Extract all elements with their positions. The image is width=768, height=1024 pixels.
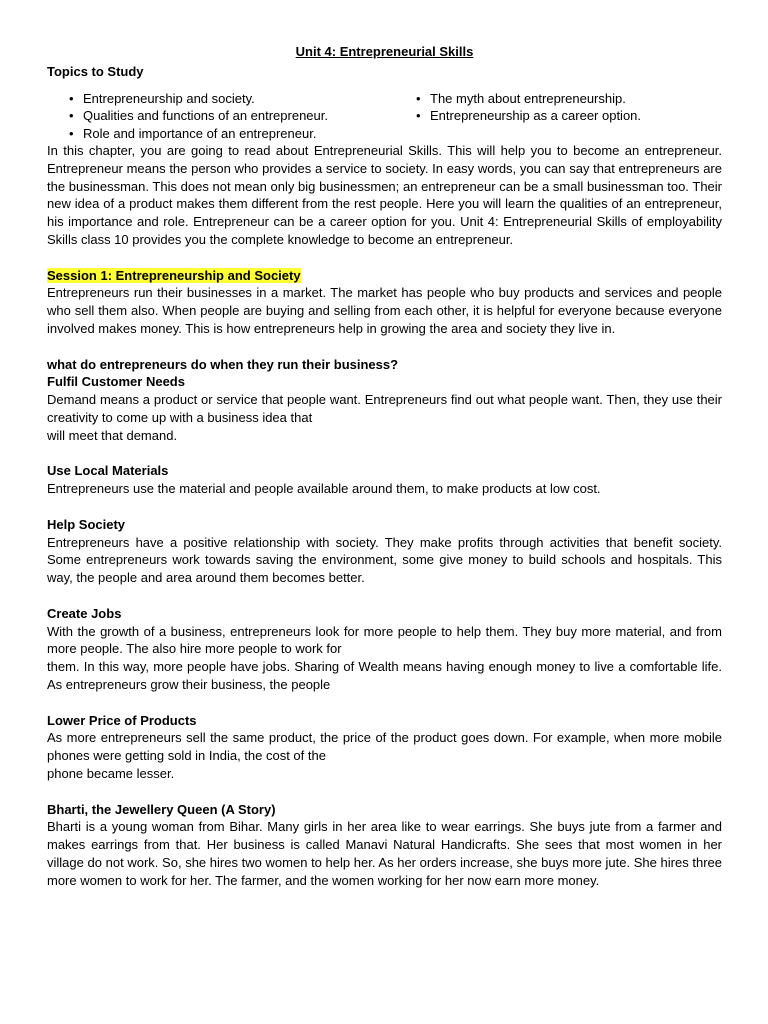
fulfil-needs-heading: Fulfil Customer Needs (47, 374, 185, 390)
session-1-paragraph: Entrepreneurs run their businesses in a market. The market has people who buy products and services and people who sell them also. When people are buying and selling from each other, it is helpful for everyone because everyone involved makes money. This is how entrepreneurs help in growing the area and society they live in. (47, 285, 722, 337)
help-society-heading: Help Society (47, 516, 126, 532)
topic-item: • Entrepreneurship as a career option. (416, 107, 641, 125)
topics-right-column (416, 90, 641, 143)
lower-price-paragraph: As more entrepreneurs sell the same product, the price of the product goes down. For example, when more mobile phones were getting sold in India, the cost of the (47, 730, 722, 764)
topic-item: • Qualities and functions of an entrepreneur. (69, 107, 416, 125)
help-society-paragraph: Entrepreneurs have a positive relationship with society. They make profits through activities that benefit society. Some entrepreneurs work towards saving the environment, some give money to build schools and hospitals. This way, the people and area around them becomes better. (47, 534, 722, 586)
session-1-heading: Session 1: Entrepreneurship and Society (47, 267, 301, 283)
create-jobs-heading: Create Jobs (47, 605, 122, 621)
story-heading: Bharti, the Jewellery Queen (A Story) (47, 801, 276, 817)
lower-price-heading: Lower Price of Products (47, 712, 197, 728)
local-materials-heading: Use Local Materials (47, 463, 169, 479)
topics-heading: Topics to Study (47, 63, 144, 79)
page-title: Unit 4: Entrepreneurial Skills (295, 44, 474, 59)
topics-left-column (47, 90, 416, 143)
topic-item: • Entrepreneurship and society. (69, 90, 416, 108)
local-materials-paragraph: Entrepreneurs use the material and people available around them, to make products at low cost. (47, 481, 601, 497)
question-heading: what do entrepreneurs do when they run their business? (47, 356, 399, 372)
topic-item: • The myth about entrepreneurship. (416, 90, 641, 108)
lower-price-paragraph-end: phone became lesser. (47, 765, 175, 781)
fulfil-needs-paragraph: Demand means a product or service that people want. Entrepreneurs find out what people want. Then, they use their creativity to come up with a business idea that (47, 392, 722, 426)
story-paragraph: Bharti is a young woman from Bihar. Many girls in her area like to wear earrings. She buys jute from a farmer and makes earrings from that. Her business is called Manavi Natural Handicrafts. She sees that most women in her village do not work. So, she hires two women to help her. As her orders increase, she buys more jute. She hires three more women to work for her. The farmer, and the women working for her now earn more money. (47, 819, 722, 888)
fulfil-needs-paragraph-end: will meet that demand. (47, 427, 178, 443)
intro-paragraph: In this chapter, you are going to read about Entrepreneurial Skills. This will help you to become an entrepreneur. Entrepreneur means the person who provides a service to society. In easy words, you can say that entrepreneurs are the businessman. This does not mean only big businessmen; an entrepreneur can be a small businessman too. Their new idea of a product makes them different from the rest people. Here you will learn the qualities of an entrepreneur, his importance and role. Entrepreneur can be a career option for you. Unit 4: Entrepreneurial Skills of employability Skills class 10 provides you the complete knowledge to become an entrepreneur. (47, 143, 722, 248)
topic-item: • Role and importance of an entrepreneur. (69, 125, 416, 143)
create-jobs-paragraph: With the growth of a business, entrepreneurs look for more people to help them. They buy more material, and from more people. The also hire more people to work for (47, 623, 722, 657)
create-jobs-paragraph-cont: them. In this way, more people have jobs. Sharing of Wealth means having enough money to live a comfortable life. As entrepreneurs grow their business, the people (47, 659, 722, 692)
topics-list (47, 90, 722, 143)
